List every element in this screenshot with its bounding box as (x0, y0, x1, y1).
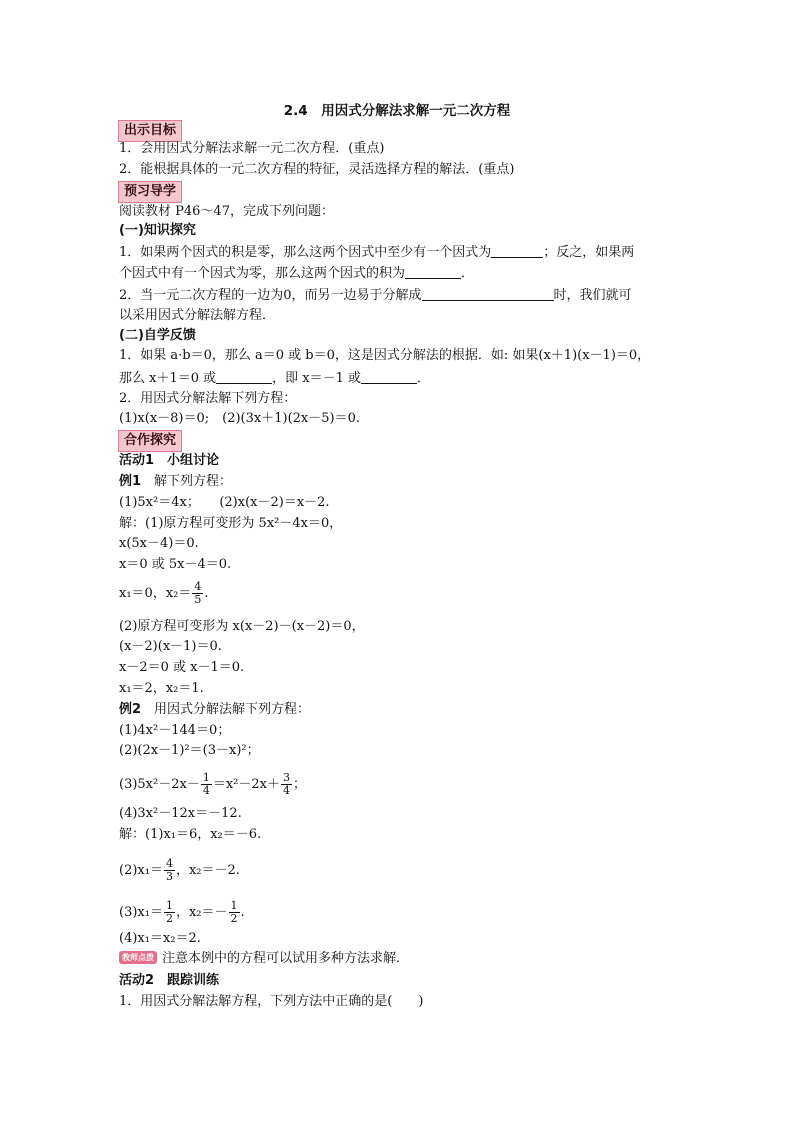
teacher-note-line (119, 950, 409, 968)
feedback-line-2 (119, 369, 430, 388)
example2-equation: (2)(2x－1)²＝(3－x)²； (119, 743, 260, 758)
knowledge-2-text-a: 2．当一元二次方程的一边为0，而另一边易于分解成 (119, 288, 422, 303)
example2-label: 例2 (119, 702, 142, 717)
feedback-line-1: 1．如果 a·b＝0，那么 a＝0 或 b＝0，这是因式分解法的根据．如: 如果(x＋1)(x－1)＝0， (119, 348, 651, 363)
teacher-tip-badge: 教师点拨 (119, 951, 157, 964)
fraction-numerator: 4 (165, 857, 173, 870)
answer-blank[interactable] (361, 369, 417, 384)
knowledge-1-text-c: 个因式中有一个因式为零，那么这两个因式的积为 (119, 266, 406, 281)
fraction (201, 772, 212, 797)
solution-line: (x－2)(x－1)＝0. (119, 639, 222, 654)
answer-blank[interactable] (216, 369, 272, 384)
question-1 (119, 993, 423, 1011)
solution-line: 解：(1)原方程可变形为 5x²－4x＝0， (119, 516, 343, 531)
answer-text: ，x₂＝－2. (175, 863, 240, 878)
feedback-line-3: 2．用因式分解法解下列方程： (119, 391, 297, 406)
answer-blank[interactable] (405, 264, 461, 279)
goal-2: 2．能根据具体的一元二次方程的特征，灵活选择方程的解法．(重点) (119, 162, 515, 177)
answer-line: 解：(1)x₁＝6，x₂＝－6. (119, 827, 262, 842)
knowledge-line-4: 以采用因式分解法解方程． (119, 308, 276, 323)
example1-heading (119, 473, 232, 491)
fraction-numerator: 1 (230, 899, 238, 912)
fraction-numerator: 3 (283, 771, 290, 784)
answer-line (119, 900, 245, 925)
equation-text: (3)5x²－2x－ (119, 777, 200, 792)
solution-line: x－2＝0 或 x－1＝0. (119, 660, 245, 675)
fraction-denominator: 2 (165, 912, 173, 925)
equation-text: ； (293, 777, 307, 792)
fraction-denominator: 2 (230, 912, 238, 925)
preview-intro: 阅读教材 P46～47，完成下列问题： (119, 204, 334, 219)
fraction-denominator: 4 (202, 784, 210, 797)
knowledge-line-1 (119, 243, 634, 262)
equation-text: ＝x²－2x＋ (212, 777, 280, 792)
question-1-text: 1．用因式分解法解方程，下列方法中正确的是( (119, 994, 393, 1009)
example2-text: 用因式分解法解下列方程： (141, 702, 311, 717)
answer-blank[interactable] (422, 286, 554, 301)
example1-text: 解下列方程： (141, 474, 233, 489)
example1-equations: (1)5x²＝4x； (2)x(x－2)＝x－2. (119, 495, 330, 510)
example2-heading (119, 701, 310, 719)
fraction-denominator: 3 (165, 870, 173, 883)
answer-blank[interactable] (491, 243, 543, 258)
solution-line: x₁＝0，x₂＝ $\frac{4}{5}$ . (119, 580, 209, 606)
fraction (164, 858, 175, 883)
solution-line: x₁＝2，x₂＝1. (119, 681, 204, 696)
teacher-note: 注意本例中的方程可以试用多种方法求解． (162, 951, 410, 966)
knowledge-1-text-a: 1．如果两个因式的积是零，那么这两个因式中至少有一个因式为 (119, 245, 492, 260)
fraction-numerator: 4 (194, 580, 202, 593)
answer-text: . (240, 905, 245, 920)
section-tag-goals: 出示目标 (118, 120, 182, 142)
example2-equation (119, 772, 306, 797)
example2-equation: (4)3x²－12x＝－12. (119, 806, 242, 821)
knowledge-title: (一)知识探究 (119, 223, 196, 238)
fraction (164, 900, 175, 925)
goal-1: 1．会用因式分解法求解一元二次方程．(重点) (119, 141, 385, 156)
example2-equation: (1)4x²－144＝0； (119, 723, 231, 738)
fraction (192, 581, 203, 606)
fraction-denominator: 5 (194, 593, 202, 606)
section-tag-preview: 预习导学 (118, 181, 182, 203)
solution-line: x(5x－4)＝0. (119, 536, 199, 551)
answer-line (119, 858, 240, 883)
feedback-title: (二)自学反馈 (119, 328, 196, 343)
fraction-numerator: 1 (165, 899, 173, 912)
fraction (281, 772, 292, 797)
fraction-denominator: 4 (283, 784, 290, 797)
feedback-1-text-d: ． (417, 371, 431, 386)
fraction-numerator: 1 (202, 771, 210, 784)
fraction (229, 900, 240, 925)
question-1-close: ) (418, 994, 424, 1009)
answer-line: (4)x₁＝x₂＝2. (119, 931, 201, 946)
activity2-title: 活动2 跟踪训练 (119, 973, 220, 988)
activity1-title: 活动1 小组讨论 (119, 453, 220, 468)
knowledge-1-text-b: ；反之，如果两 (543, 245, 635, 260)
feedback-1-text-c: ，即 x＝－1 或 (272, 371, 362, 386)
solution-line: (2)原方程可变形为 x(x－2)－(x－2)＝0， (119, 619, 365, 634)
answer-text: ，x₂＝－ (175, 905, 228, 920)
knowledge-line-3 (119, 286, 632, 305)
feedback-equations: (1)x(x－8)＝0; (2)(3x＋1)(2x－5)＝0. (119, 411, 360, 426)
page-title: 2.4 用因式分解法求解一元二次方程 (283, 103, 511, 119)
section-tag-cooperate: 合作探究 (118, 430, 182, 452)
answer-text: (3)x₁＝ (119, 905, 163, 920)
example1-label: 例1 (119, 474, 142, 489)
solution-roots: x₁＝0，x₂＝ (119, 586, 192, 601)
knowledge-1-text-d: ． (461, 266, 475, 281)
knowledge-2-text-b: 时，我们就可 (553, 288, 632, 303)
answer-text: (2)x₁＝ (119, 863, 163, 878)
knowledge-line-2 (119, 264, 474, 283)
solution-line: x＝0 或 5x－4＝0. (119, 557, 232, 572)
feedback-1-text-b: 那么 x＋1＝0 或 (119, 371, 217, 386)
